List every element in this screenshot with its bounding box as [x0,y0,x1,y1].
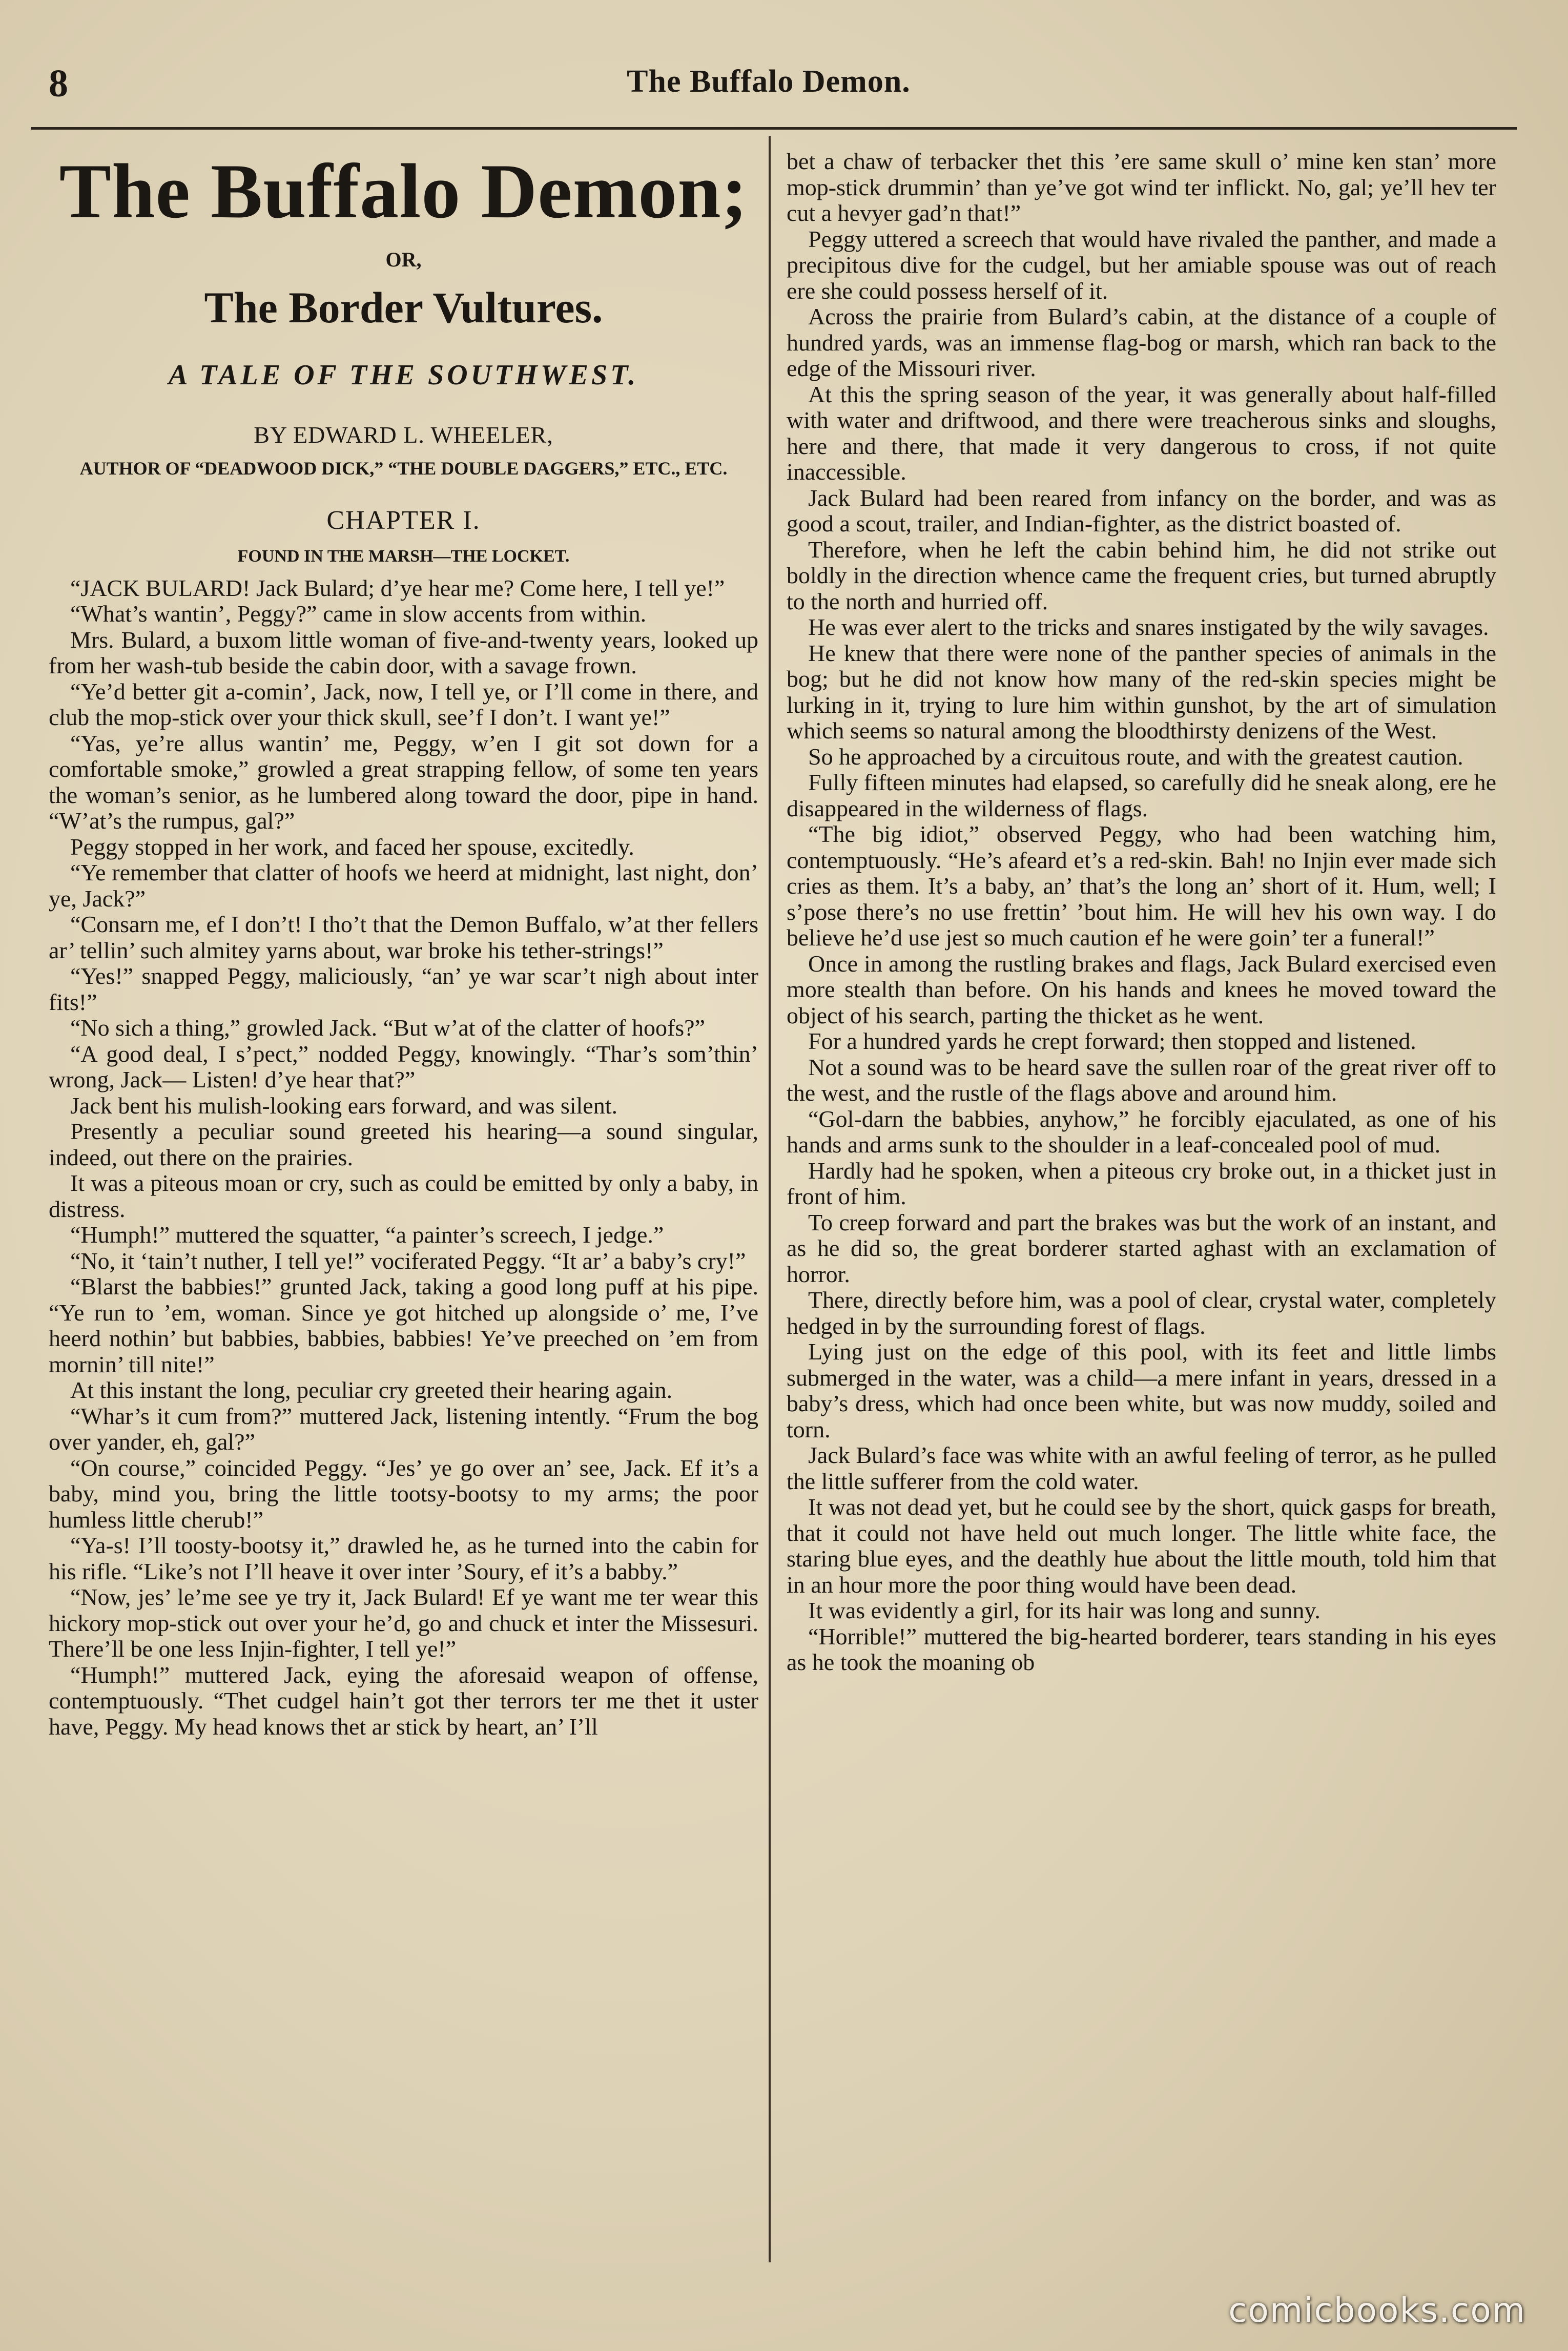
paragraph: “Humph!” muttered the squatter, “a painter’s screech, I jedge.” [70,1222,664,1248]
paragraph: “Horrible!” muttered the big-hearted borderer, tears standing in his eyes as he took the moaning ob [787,1623,1496,1675]
story-subtitle: The Border Vultures. [204,283,603,333]
paragraph: “Whar’s it cum from?” muttered Jack, listening intently. “Frum the bog over yander, eh, gal?” [49,1403,758,1455]
paragraph: He was ever alert to the tricks and snares instigated by the wily savages. [808,614,1489,640]
paragraph: Jack bent his mulish-looking ears forward, and was silent. [70,1092,617,1119]
paragraph: “The big idiot,” observed Peggy, who had been watching him, contemptuously. “He’s afeard et’s a red-skin. Bah! no Injin ever made sich cries as them. It’s a baby, an’ that’s the long an’ short of it. Hum, well; I s’pose there’s no use frettin’ ’bout him. He will hev his own way. I do believe he’d use jest so much caution ef he were goin’ ter a funeral!” [787,821,1496,951]
byline-note: AUTHOR OF “DEADWOOD DICK,” “THE DOUBLE DAGGERS,” ETC., ETC. [79,458,728,479]
watermark-text: comicbooks.com [1228,2291,1526,2330]
paragraph: He knew that there were none of the panther species of animals in the bog; but he did not know how many of the red-skin species might be lurking in it, trying to lure him within gunshot, by the art of simulation which seems so natural among the bloodthirsty denizens of the West. [787,640,1496,744]
paragraph: “Humph!” muttered Jack, eying the aforesaid weapon of offense, contemptuously. “Thet cudgel hain’t got ther terrors ter me thet it uster have, Peggy. My head knows thet ar stick by heart, an’ I’ll [49,1661,758,1740]
paragraph: Jack Bulard had been reared from infancy on the border, and was as good a scout, trailer, and Indian-fighter, as the district boasted of. [787,484,1496,537]
paragraph: At this instant the long, peculiar cry greeted their hearing again. [70,1377,673,1404]
paragraph: There, directly before him, was a pool of clear, crystal water, completely hedged in by the surrounding forest of flags. [787,1287,1496,1339]
paragraph: Not a sound was to be heard save the sullen roar of the great river off to the west, and the rustle of the flags above and around him. [787,1054,1496,1106]
paragraph: Presently a peculiar sound greeted his hearing—a sound singular, indeed, out there on the prairies. [49,1118,758,1170]
chapter-title: CHAPTER I. [326,505,481,535]
header-rule [31,127,1517,130]
paragraph: “Consarn me, ef I don’t! I tho’t that the Demon Buffalo, w’at ther fellers ar’ tellin’ such almitey yarns about, war broke his tether-strings!” [49,911,758,963]
paragraph: “No sich a thing,” growled Jack. “But w’at of the clatter of hoofs?” [70,1015,706,1041]
byline: BY EDWARD L. WHEELER, [254,422,553,448]
paragraph: Across the prairie from Bulard’s cabin, at the distance of a couple of hundred yards, was an immense flag-bog or marsh, which ran back to the edge of the Missouri river. [787,303,1496,381]
paragraph-continued: bet a chaw of terbacker thet this ’ere same skull o’ mine ken stan’ more mop-stick drummin’ than ye’ve got wind ter inflickt. No, gal; ye’ll hev ter cut a hevyer gad’n that!” [787,148,1496,226]
paragraph: “Blarst the babbies!” grunted Jack, taking a good long puff at his pipe. “Ye run to ’em, woman. Since ye got hitched up alongside o’ me, I’ve heerd nothin’ but babbies, babbies, babbies! Ye’ve preeched on ’em from mornin’ till nite!” [49,1273,758,1377]
paragraph: Mrs. Bulard, a buxom little woman of five-and-twenty years, looked up from her wash-tub beside the cabin door, with a savage frown. [49,626,758,679]
paragraph: “Ya-s! I’ll toosty-bootsy it,” drawled he, as he turned into the cabin for his rifle. “Like’s not I’ll heave it over inter ’Soury, ef it’s a babby.” [49,1532,758,1584]
story-tagline: A TALE OF THE SOUTHWEST. [168,359,639,391]
paragraph: “Ye’d better git a-comin’, Jack, now, I tell ye, or I’ll come in there, and club the mop-stick over your thick skull, see’f I don’t. I want ye!” [49,678,758,731]
page-number: 8 [49,62,68,105]
right-column [787,149,1496,1676]
left-column [49,149,758,1740]
paragraph: Jack Bulard’s face was white with an awful feeling of terror, as he pulled the little sufferer from the cold water. [787,1442,1496,1494]
paragraph: It was not dead yet, but he could see by the short, quick gasps for breath, that it could not have held out much longer. The little white face, the staring blue eyes, and the deathly hue about the little mouth, told him that in an hour more the poor thing would have been dead. [787,1494,1496,1598]
paragraph: Once in among the rustling brakes and flags, Jack Bulard exercised even more stealth than before. On his hands and knees he moved toward the object of his search, parting the thicket as he went. [787,950,1496,1028]
paragraph: It was a piteous moan or cry, such as could be emitted by only a baby, in distress. [49,1170,758,1222]
paragraph: “What’s wantin’, Peggy?” came in slow accents from within. [70,601,647,627]
paragraph: “On course,” coincided Peggy. “Jes’ ye go over an’ see, Jack. Ef it’s a baby, mind you, bring the little tootsy-bootsy to my arms; the poor humless little cherub!” [49,1454,758,1533]
paragraph: It was evidently a girl, for its hair was long and sunny. [808,1597,1321,1623]
story-or: OR, [385,248,422,272]
left-text [49,575,758,1740]
column-divider [769,136,771,2262]
paragraph: Lying just on the edge of this pool, with its feet and little limbs submerged in the water, was a child—a mere infant in years, dressed in a baby’s dress, which had once been white, but was now muddy, soiled and torn. [787,1338,1496,1442]
page-header [31,61,1507,118]
chapter-subtitle: FOUND IN THE MARSH—THE LOCKET. [237,546,570,566]
paragraph: “Yes!” snapped Peggy, maliciously, “an’ ye war scar’t nigh about inter fits!” [49,963,758,1015]
paragraph: For a hundred yards he crept forward; then stopped and listened. [808,1028,1416,1054]
paragraph: To creep forward and part the brakes was but the work of an instant, and as he did so, the great borderer started aghast with an exclamation of horror. [787,1209,1496,1287]
story-title: The Buffalo Demon; [59,148,748,234]
paragraph: “Yas, ye’re allus wantin’ me, Peggy, w’en I git sot down for a comfortable smoke,” growled a great strapping fellow, of some ten years the woman’s senior, as he lumbered along toward the door, pipe in hand. “W’at’s the rumpus, gal?” [49,730,758,834]
paragraph: “A good deal, I s’pect,” nodded Peggy, knowingly. “Thar’s som’thin’ wrong, Jack— Listen! d’ye hear that?” [49,1040,758,1093]
paragraph: “Ye remember that clatter of hoofs we heerd at midnight, last night, don’ ye, Jack?” [49,859,758,912]
paragraph: At this the spring season of the year, it was generally about half-filled with water and driftwood, and there were treacherous sinks and sloughs, here and there, that made it very dangerous to cross, if not quite inaccessible. [787,381,1496,485]
paragraph: Therefore, when he left the cabin behind him, he did not strike out boldly in the direction whence came the frequent cries, but turned abruptly to the north and hurried off. [787,536,1496,614]
paragraph: “JACK BULARD! Jack Bulard; d’ye hear me? Come here, I tell ye!” [70,574,725,601]
paragraph: Peggy uttered a screech that would have rivaled the panther, and made a precipitous dive for the cudgel, but her amiable spouse was out of reach ere she could possess herself of it. [787,225,1496,304]
paragraph: “No, it ‘tain’t nuther, I tell ye!” vociferated Peggy. “It ar’ a baby’s cry!” [70,1247,746,1274]
paragraph: Hardly had he spoken, when a piteous cry broke out, in a thicket just in front of him. [787,1157,1496,1209]
paragraph: So he approached by a circuitous route, and with the greatest caution. [808,743,1463,770]
paragraph: Fully fifteen minutes had elapsed, so carefully did he sneak along, ere he disappeared in the wilderness of flags. [787,769,1496,821]
paragraph: “Now, jes’ le’me see ye try it, Jack Bulard! Ef ye want me ter wear this hickory mop-stick out over your he’d, go and chuck et inter the Missesuri. There’ll be one less Injin-fighter, I tell ye!” [49,1584,758,1662]
running-title: The Buffalo Demon. [627,64,911,99]
paragraph: Peggy stopped in her work, and faced her spouse, excitedly. [70,833,634,860]
paragraph: “Gol-darn the babbies, anyhow,” he forcibly ejaculated, as one of his hands and arms sunk to the shoulder in a leaf-concealed pool of mud. [787,1105,1496,1158]
